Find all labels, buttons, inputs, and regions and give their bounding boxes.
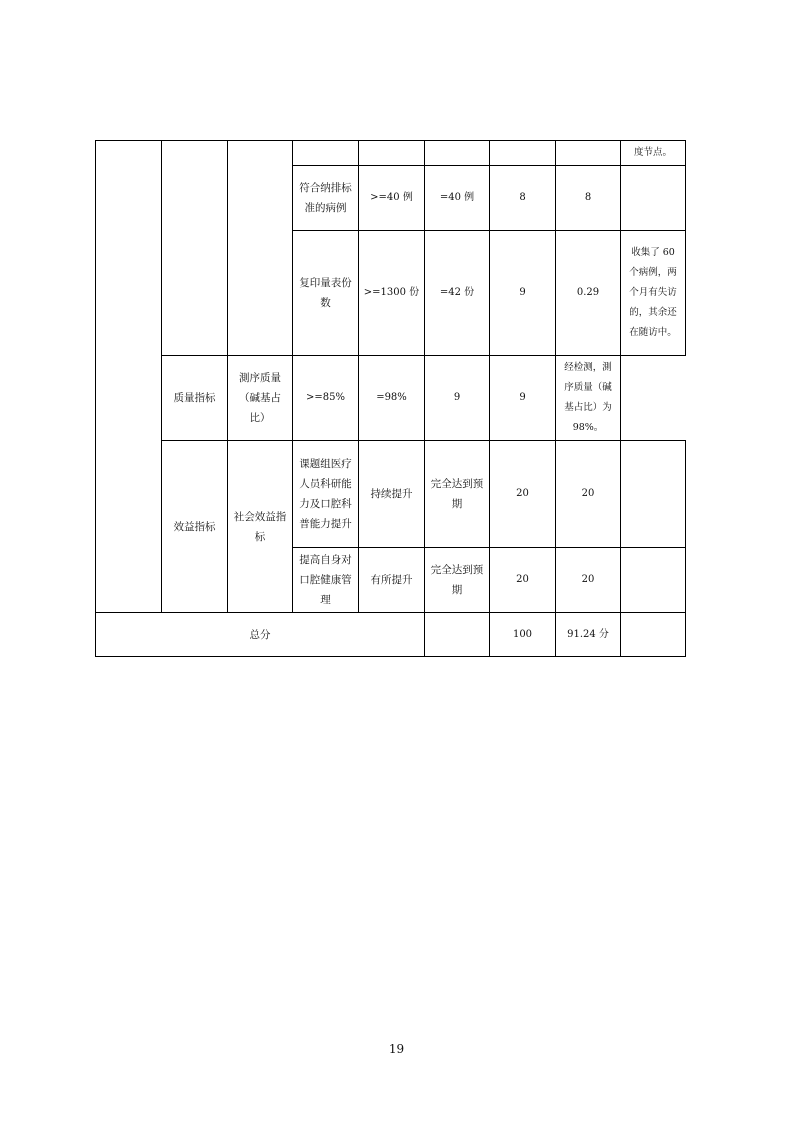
table-cell — [621, 441, 686, 548]
table-row — [96, 356, 686, 441]
table-row-total — [96, 613, 686, 657]
total-actual-score: 91.24 分 — [556, 613, 621, 657]
table-cell — [621, 613, 686, 657]
page-number: 19 — [388, 1042, 405, 1056]
table-cell: 完全达到预期 — [425, 548, 490, 613]
total-label: 总分 — [96, 613, 425, 657]
table-cell: 收集了 60 个病例，两个月有失访的，其余还在随访中。 — [621, 231, 686, 356]
table-cell: >=85% — [293, 356, 359, 441]
table-cell — [228, 141, 293, 356]
table-cell — [96, 141, 162, 613]
table-cell: 提高自身对口腔健康管理 — [293, 548, 359, 613]
total-target-score: 100 — [490, 613, 556, 657]
table-cell — [425, 141, 490, 166]
table-cell — [621, 166, 686, 231]
table-cell: 9 — [490, 231, 556, 356]
table-cell: >=40 例 — [359, 166, 425, 231]
table-cell — [359, 141, 425, 166]
table-cell: 8 — [490, 166, 556, 231]
table-cell: 课题组医疗人员科研能力及口腔科普能力提升 — [293, 441, 359, 548]
table-cell: 20 — [556, 441, 621, 548]
table-cell: 9 — [425, 356, 490, 441]
table-cell: 測序质量（碱基占比） — [228, 356, 293, 441]
performance-table — [95, 140, 686, 657]
table-cell: 20 — [490, 441, 556, 548]
table-cell: 8 — [556, 166, 621, 231]
table-cell: 效益指标 — [162, 441, 228, 613]
table-cell — [162, 141, 228, 356]
table-row — [96, 441, 686, 548]
table-cell: 复印量表份数 — [293, 231, 359, 356]
table-cell — [621, 548, 686, 613]
table-cell: 度节点。 — [621, 141, 686, 166]
table-cell: >=1300 份 — [359, 231, 425, 356]
table-cell: 有所提升 — [359, 548, 425, 613]
table-cell: 20 — [490, 548, 556, 613]
table-cell: 9 — [490, 356, 556, 441]
table-cell — [490, 141, 556, 166]
table-cell: 经检测，測序质量（碱基占比）为 98%。 — [556, 356, 621, 441]
table-cell — [556, 141, 621, 166]
table-cell: 20 — [556, 548, 621, 613]
table-cell: 符合纳排标准的病例 — [293, 166, 359, 231]
table-cell: =42 份 — [425, 231, 490, 356]
table-cell: 社会效益指标 — [228, 441, 293, 613]
table-cell: 0.29 — [556, 231, 621, 356]
table-cell: =98% — [359, 356, 425, 441]
table-cell: =40 例 — [425, 166, 490, 231]
table-cell — [293, 141, 359, 166]
table-cell — [425, 613, 490, 657]
table-row — [96, 141, 686, 166]
table-cell: 完全达到预期 — [425, 441, 490, 548]
table-cell: 质量指标 — [162, 356, 228, 441]
table-cell: 持续提升 — [359, 441, 425, 548]
